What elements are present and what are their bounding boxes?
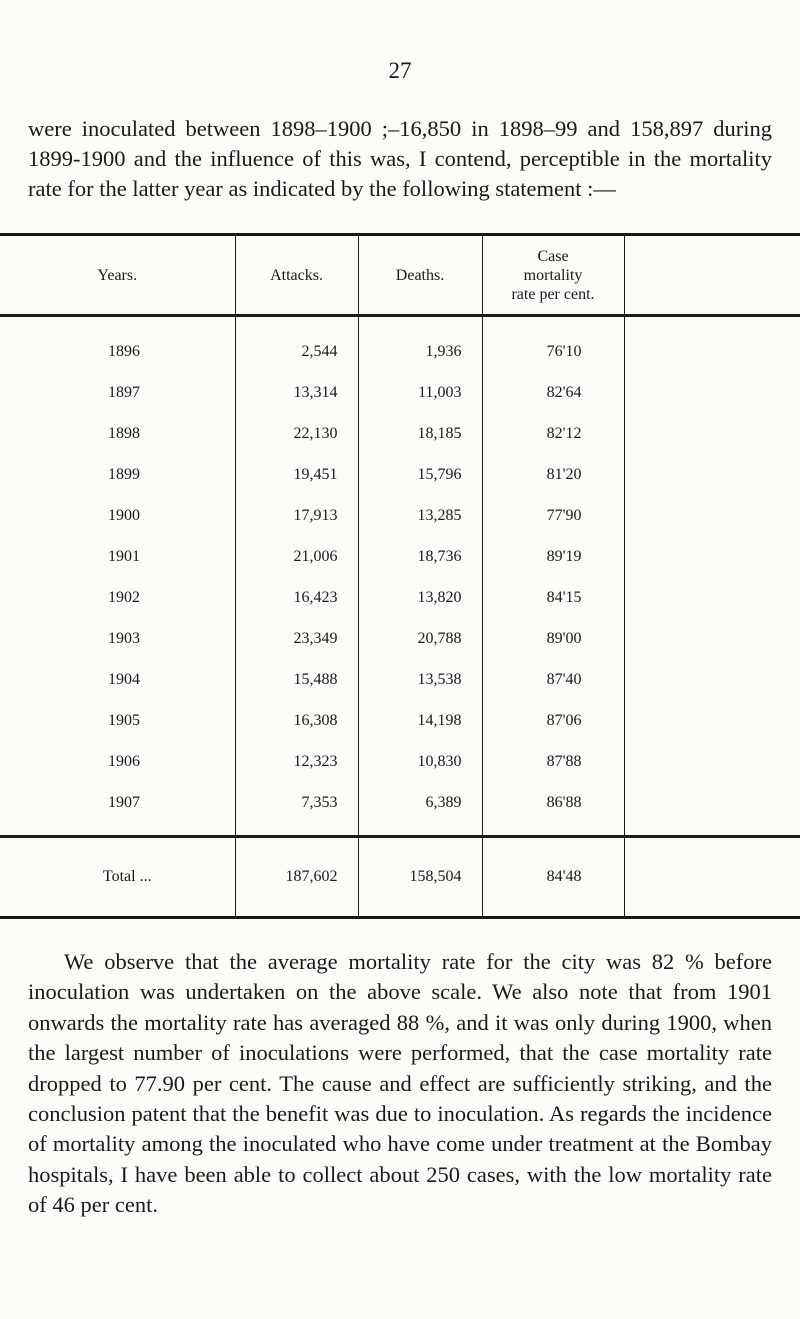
attacks-cell: 17,913 <box>235 495 358 536</box>
rate-cell: 82'12 <box>482 413 624 454</box>
table-header-row <box>0 235 800 316</box>
table-row <box>0 454 800 495</box>
table-row <box>0 577 800 618</box>
rate-cell: 84'15 <box>482 577 624 618</box>
empty-cell <box>624 495 800 536</box>
deaths-cell: 14,198 <box>358 700 482 741</box>
header-empty <box>624 235 800 316</box>
year-cell: 1901 <box>108 547 140 565</box>
page-number: 27 <box>388 58 412 83</box>
header-rate-line-2: mortality <box>523 266 583 284</box>
table-row <box>0 700 800 741</box>
header-case-mortality-rate <box>482 235 624 316</box>
year-cell: 1900 <box>108 506 140 524</box>
deaths-cell: 6,389 <box>358 782 482 837</box>
rate-cell: 86'88 <box>482 782 624 837</box>
deaths-cell: 1,936 <box>358 316 482 373</box>
table-row <box>0 316 800 373</box>
rate-cell: 89'19 <box>482 536 624 577</box>
rate-cell: 82'64 <box>482 372 624 413</box>
mortality-table-container <box>0 233 800 919</box>
attacks-cell: 23,349 <box>235 618 358 659</box>
mortality-table <box>0 233 800 919</box>
year-cell: 1905 <box>108 711 140 729</box>
deaths-cell: 10,830 <box>358 741 482 782</box>
deaths-cell: 13,285 <box>358 495 482 536</box>
deaths-cell: 13,820 <box>358 577 482 618</box>
attacks-cell: 12,323 <box>235 741 358 782</box>
rate-cell: 89'00 <box>482 618 624 659</box>
attacks-cell: 13,314 <box>235 372 358 413</box>
table-row <box>0 495 800 536</box>
empty-cell <box>624 700 800 741</box>
total-rate: 84'48 <box>482 837 624 918</box>
deaths-cell: 18,736 <box>358 536 482 577</box>
table-body <box>0 316 800 837</box>
rate-cell: 77'90 <box>482 495 624 536</box>
year-cell: 1899 <box>108 465 140 483</box>
total-deaths: 158,504 <box>358 837 482 918</box>
attacks-cell: 7,353 <box>235 782 358 837</box>
table-row <box>0 372 800 413</box>
deaths-cell: 13,538 <box>358 659 482 700</box>
year-cell: 1906 <box>108 752 140 770</box>
empty-cell <box>624 618 800 659</box>
header-deaths: Deaths. <box>358 235 482 316</box>
year-cell: 1897 <box>108 383 140 401</box>
table-total-row <box>0 837 800 918</box>
year-cell: 1904 <box>108 670 140 688</box>
year-cell: 1902 <box>108 588 140 606</box>
rate-cell: 87'06 <box>482 700 624 741</box>
attacks-cell: 16,308 <box>235 700 358 741</box>
empty-cell <box>624 782 800 837</box>
empty-cell <box>624 577 800 618</box>
attacks-cell: 19,451 <box>235 454 358 495</box>
attacks-cell: 16,423 <box>235 577 358 618</box>
empty-cell <box>624 413 800 454</box>
total-label: Total ... <box>0 837 235 918</box>
year-cell: 1903 <box>108 629 140 647</box>
table-row <box>0 536 800 577</box>
attacks-cell: 15,488 <box>235 659 358 700</box>
year-cell: 1898 <box>108 424 140 442</box>
rate-cell: 76'10 <box>482 316 624 373</box>
header-rate-line-1: Case <box>537 247 569 265</box>
deaths-cell: 20,788 <box>358 618 482 659</box>
deaths-cell: 15,796 <box>358 454 482 495</box>
header-attacks: Attacks. <box>235 235 358 316</box>
table-row <box>0 618 800 659</box>
conclusion-paragraph: We observe that the average mortality rate for the city was 82 % before inoculation was undertaken on the above scale. We also note that from 1901 onwards the mortality rate has averaged 88 %, and it was only during 1900, when the largest number of inoculations were performed, that the case mortality rate dropped to 77.90 per cent. The cause and effect are sufficiently striking, and the conclusion patent that the benefit was due to inoculation. As regards the incidence of mortality among the inoculated who have come under treatment at the Bombay hospitals, I have been able to collect about 250 cases, with the low mortality rate of 46 per cent. <box>28 949 772 1218</box>
empty-cell <box>624 741 800 782</box>
empty-cell <box>624 316 800 373</box>
table-row <box>0 413 800 454</box>
deaths-cell: 18,185 <box>358 413 482 454</box>
rate-cell: 87'40 <box>482 659 624 700</box>
table-row <box>0 782 800 837</box>
attacks-cell: 22,130 <box>235 413 358 454</box>
rate-cell: 81'20 <box>482 454 624 495</box>
empty-cell <box>624 372 800 413</box>
year-cell: 1896 <box>108 342 140 360</box>
intro-paragraph: were inoculated between 1898–1900 ;–16,850 in 1898–99 and 158,897 during 1899-1900 and the influence of this was, I contend, perceptible in the mortality rate for the latter year as indicated by the following statement :— <box>28 116 772 201</box>
attacks-cell: 2,544 <box>235 316 358 373</box>
table-row <box>0 741 800 782</box>
total-attacks: 187,602 <box>235 837 358 918</box>
year-cell: 1907 <box>108 793 140 811</box>
deaths-cell: 11,003 <box>358 372 482 413</box>
rate-cell: 87'88 <box>482 741 624 782</box>
table-row <box>0 659 800 700</box>
header-years: Years. <box>0 235 235 316</box>
empty-cell <box>624 659 800 700</box>
empty-cell <box>624 454 800 495</box>
attacks-cell: 21,006 <box>235 536 358 577</box>
empty-cell <box>624 536 800 577</box>
total-empty-cell <box>624 837 800 918</box>
header-rate-line-3: rate per cent. <box>511 285 595 303</box>
